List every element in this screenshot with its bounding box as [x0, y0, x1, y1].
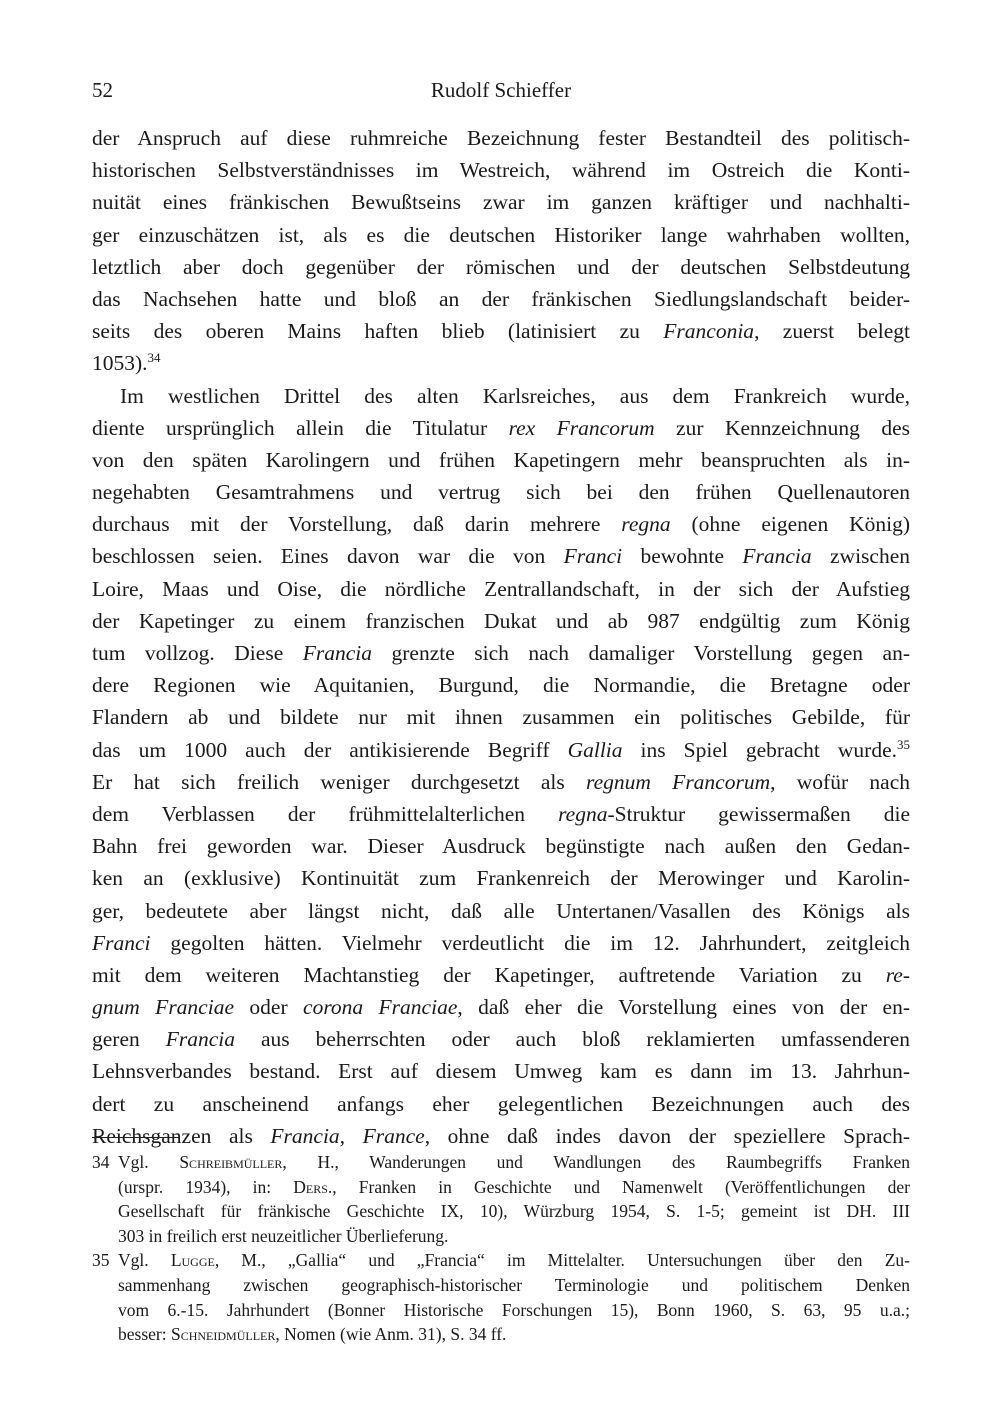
- body-line: [92, 412, 910, 444]
- text-run: Er hat sich freilich weniger durchgesetzt als: [92, 769, 587, 794]
- text-run: Vgl.: [118, 1152, 180, 1172]
- text-run: seits des oberen Mains haften blieb (latinisiert zu: [92, 319, 664, 344]
- body-line: Im westlichen Drittel des alten Karlsreiches, aus dem Frankreich wurde,: [120, 383, 910, 408]
- italic-term: Gallia: [567, 737, 623, 762]
- italic-term: Francia: [302, 641, 373, 665]
- footnote-line: [92, 1150, 910, 1175]
- body-line: Loire, Maas und Oise, die nördliche Zentrallandschaft, in der sich der Aufstieg: [92, 576, 910, 601]
- body-text: [92, 122, 910, 1152]
- text-run: aus beherrschten oder auch bloß reklamierten umfassenderen: [235, 1027, 910, 1052]
- text-run: ., Franken in Geschichte und Namenwelt (Veröffentlichungen der: [327, 1176, 910, 1197]
- footnote-35: [92, 1248, 910, 1346]
- footnote-divider: [92, 1137, 180, 1138]
- text-run: -Struktur gewissermaßen die: [607, 801, 911, 826]
- footnote-number: 35: [92, 1250, 110, 1271]
- page-number: 52: [92, 78, 113, 102]
- italic-term: regna: [621, 512, 671, 537]
- footnote-line: [92, 1175, 910, 1200]
- text-run: gegolten hätten. Vielmehr verdeutlicht die im 12. Jahrhundert, zeitgleich: [150, 930, 910, 955]
- italic-term: regna: [558, 801, 608, 826]
- text-run: diente ursprünglich allein die Titulatur: [92, 415, 509, 440]
- footnote-ref-35: 35: [897, 736, 910, 752]
- body-line: nuität eines fränkischen Bewußtseins zwar im ganzen kräftiger und nachhalti-: [92, 190, 910, 215]
- italic-term: gnum Franciae: [92, 995, 234, 1020]
- text-run: ins Spiel gebracht wurde.: [622, 737, 897, 762]
- italic-term: Francia, France: [270, 1123, 425, 1148]
- text-run: , zuerst belegt: [754, 319, 910, 344]
- body-line: [92, 1023, 910, 1055]
- text-run: oder: [234, 995, 304, 1020]
- footnote-number: 34: [92, 1152, 110, 1172]
- footnote-line: Gesellschaft für fränkische Geschichte IX, 10), Würzburg 1954, S. 1-5; gemeint ist DH. III: [118, 1201, 910, 1222]
- body-line: [92, 991, 910, 1023]
- running-head: Rudolf Schieffer: [430, 78, 572, 102]
- text-run: bewohnte: [622, 544, 743, 569]
- author-name: Schneidmüller: [170, 1324, 276, 1345]
- body-line: [92, 734, 910, 766]
- body-line: [92, 347, 910, 379]
- author-name: Lugge: [170, 1250, 215, 1271]
- footnote-line: vom 6.-15. Jahrhundert (Bonner Historische Forschungen 15), Bonn 1960, S. 63, 95 u.a.;: [118, 1299, 910, 1320]
- body-line: Bahn frei geworden war. Dieser Ausdruck begünstigte nach außen den Gedan-: [92, 834, 910, 859]
- body-line: [92, 798, 910, 830]
- italic-term: Francia: [165, 1027, 236, 1052]
- text-run: dem Verblassen der frühmittelalterlichen: [92, 801, 559, 826]
- text-run: besser:: [118, 1324, 171, 1345]
- body-line: der Anspruch auf diese ruhmreiche Bezeichnung fester Bestandteil des politisch-: [92, 126, 910, 150]
- text-run: tum vollzog. Diese: [92, 641, 303, 665]
- body-line: dere Regionen wie Aquitanien, Burgund, die Normandie, die Bretagne oder: [92, 673, 910, 698]
- text-run: , wofür nach: [770, 769, 910, 794]
- footnote-line: [92, 1322, 910, 1347]
- text-run: mit dem weiteren Machtanstieg der Kapetinger, auftretende Variation zu: [92, 962, 886, 987]
- body-line: das Nachsehen hatte und bloß an der fränkischen Siedlungslandschaft beider-: [92, 286, 910, 311]
- footnote-line: sammenhang zwischen geographisch-historischer Terminologie und politischem Denken: [118, 1274, 910, 1295]
- text-run: das um 1000 auch der antikisierende Begriff: [92, 737, 568, 762]
- body-line: [92, 637, 910, 669]
- footnote-line: 303 in freilich erst neuzeitlicher Überlieferung.: [118, 1225, 449, 1246]
- body-line: negehabten Gesamtrahmens und vertrug sich bei den frühen Quellenautoren: [92, 480, 910, 505]
- italic-term: regnum Francorum: [586, 769, 771, 794]
- body-line: [92, 315, 910, 347]
- body-line: Flandern ab und bildete nur mit ihnen zusammen ein politisches Gebilde, für: [92, 705, 910, 730]
- text-run: 1053).: [92, 351, 148, 376]
- author-name: Ders: [293, 1176, 328, 1197]
- italic-term: Franci: [92, 930, 151, 955]
- body-line: [92, 540, 910, 572]
- body-line: ger, bedeutete aber längst nicht, daß alle Untertanen/Vasallen des Königs als: [92, 898, 910, 923]
- body-line: [92, 959, 910, 991]
- body-line: [92, 1120, 910, 1152]
- italic-term: re-: [885, 962, 910, 987]
- footnotes: [92, 1150, 910, 1347]
- footnote-text: [118, 1248, 910, 1273]
- italic-term: corona Franciae: [303, 995, 458, 1020]
- text-run: Vgl.: [118, 1250, 171, 1271]
- body-line: letztlich aber doch gegenüber der römischen und der deutschen Selbstdeutung: [92, 254, 910, 279]
- body-line: [92, 927, 910, 959]
- body-line: von den späten Karolingern und frühen Kapetingern mehr beanspruchten als in-: [92, 447, 910, 472]
- text-run: , M., „Gallia“ und „Francia“ im Mittelalter. Untersuchungen über den Zu-: [214, 1250, 910, 1271]
- text-run: , ohne daß indes davon der speziellere Sprach-: [424, 1123, 910, 1148]
- body-line: ger einzuschätzen ist, als es die deutschen Historiker lange wahrhaben wollten,: [92, 222, 910, 247]
- body-line: [92, 766, 910, 798]
- footnote-text: [118, 1150, 910, 1175]
- footnote-ref-34: 34: [147, 350, 161, 366]
- footnote-34: [92, 1150, 910, 1248]
- body-line: der Kapetinger zu einem franzischen Dukat und ab 987 endgültig zum König: [92, 608, 910, 633]
- body-line: [92, 508, 910, 540]
- text-run: (urspr. 1934), in:: [118, 1176, 294, 1197]
- text-run: zur Kennzeichnung des: [654, 415, 910, 440]
- text-run: , H., Wanderungen und Wandlungen des Raumbegriffs Franken: [282, 1152, 910, 1172]
- italic-term: rex Francorum: [508, 415, 655, 440]
- italic-term: Franconia: [663, 319, 755, 344]
- text-run: geren: [92, 1027, 166, 1052]
- text-run: zwischen: [811, 544, 910, 569]
- text-run: (ohne eigenen König): [670, 512, 910, 537]
- footnote-line: [92, 1248, 910, 1273]
- italic-term: Francia: [742, 544, 812, 569]
- text-run: , daß eher die Vorstellung eines von der en-: [457, 995, 911, 1020]
- body-line: dert zu anscheinend anfangs eher gelegentlichen Bezeichnungen auch des: [92, 1091, 910, 1116]
- body-line: ken an (exklusive) Kontinuität zum Frankenreich der Merowinger und Karolin-: [92, 866, 910, 891]
- text-run: Reichsganzen als: [92, 1123, 271, 1148]
- italic-term: Franci: [563, 544, 623, 569]
- text-run: , Nomen (wie Anm. 31), S. 34 ff.: [275, 1324, 507, 1345]
- author-name: Schreibmüller: [179, 1152, 283, 1172]
- body-line: historischen Selbstverständnisses im Westreich, während im Ostreich die Konti-: [92, 158, 910, 183]
- page-header: [92, 74, 910, 106]
- text-run: beschlossen seien. Eines davon war die von: [92, 544, 564, 569]
- text-run: durchaus mit der Vorstellung, daß darin mehrere: [92, 512, 622, 537]
- body-line: Lehnsverbandes bestand. Erst auf diesem Umweg kam es dann im 13. Jahrhun-: [92, 1059, 910, 1084]
- text-run: grenzte sich nach damaliger Vorstellung gegen an-: [372, 641, 910, 665]
